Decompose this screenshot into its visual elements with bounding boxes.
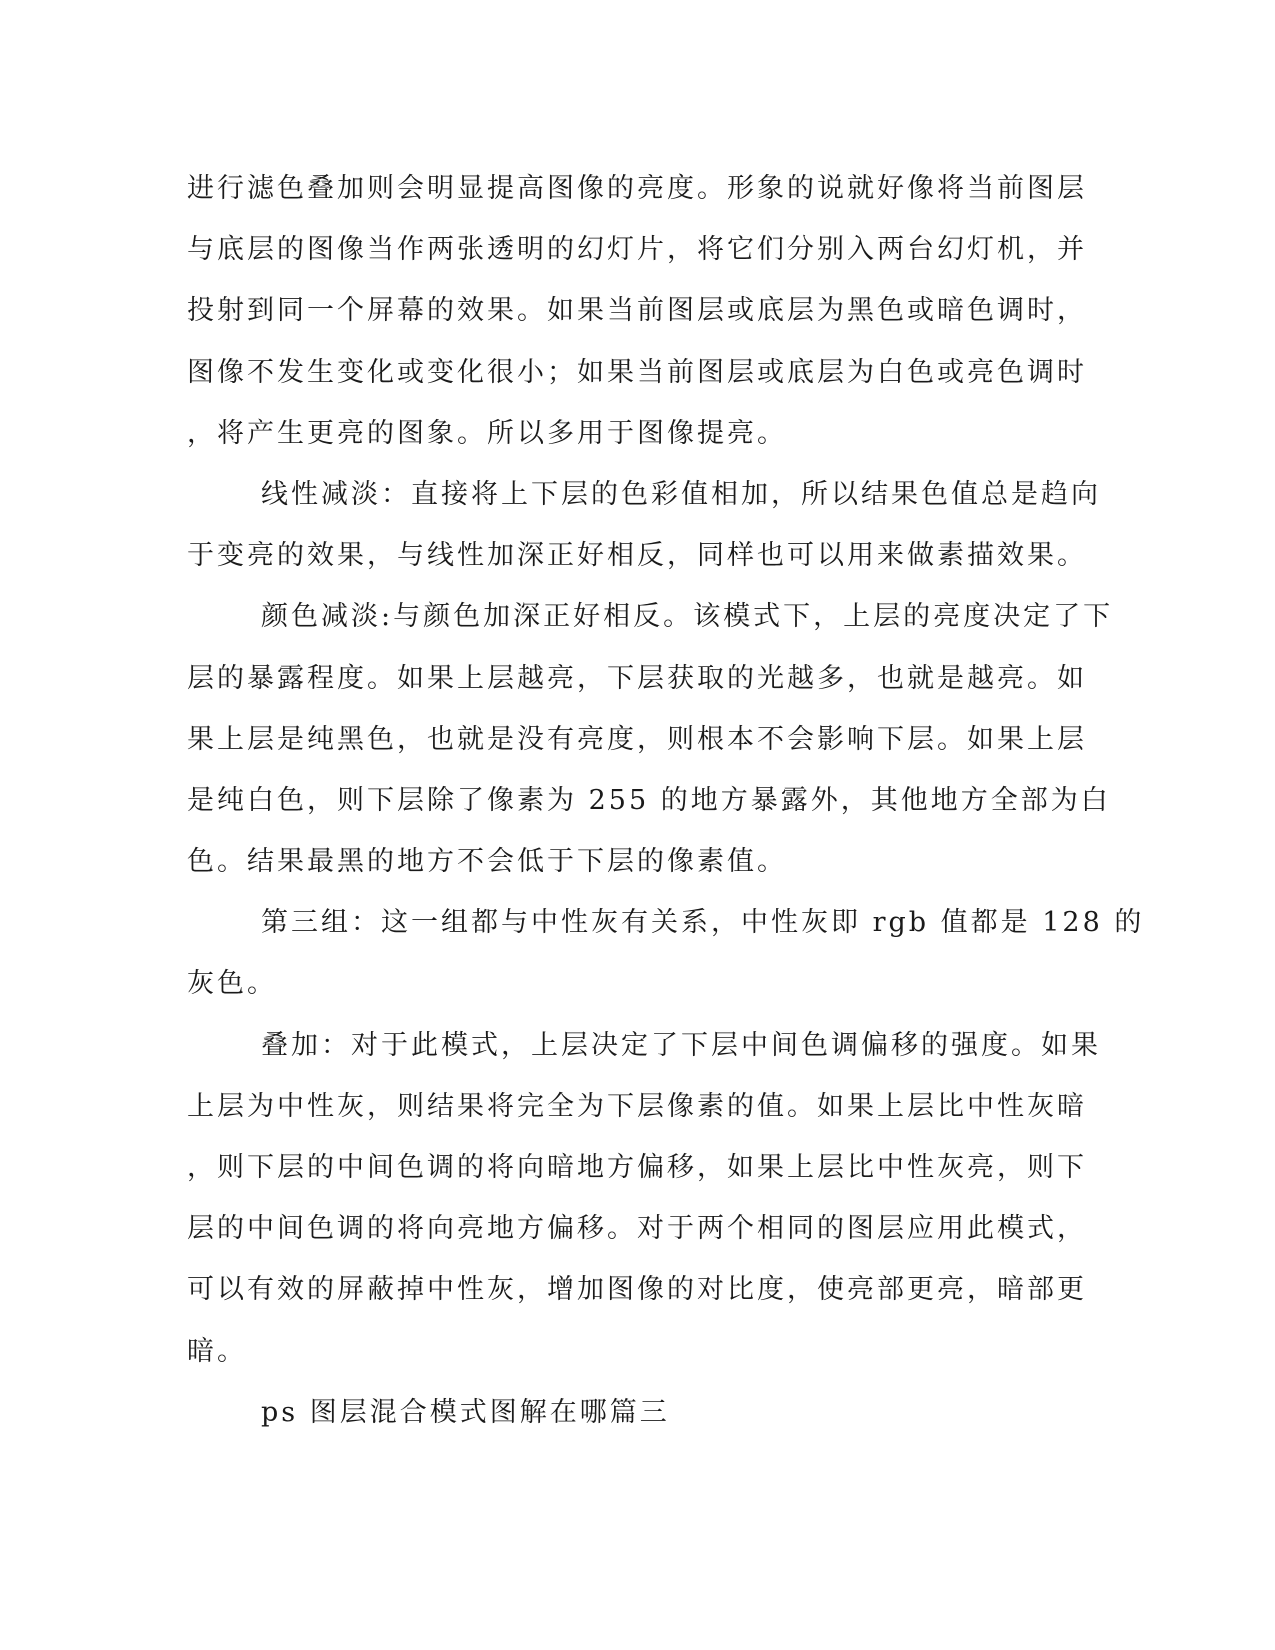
text-line: 投射到同一个屏幕的效果。如果当前图层或底层为黑色或暗色调时， (187, 295, 1087, 327)
paragraph-start-line: 颜色减淡:与颜色加深正好相反。该模式下，上层的亮度决定了下 (261, 601, 1114, 633)
text-line: 于变亮的效果，与线性加深正好相反，同样也可以用来做素描效果。 (187, 540, 1087, 572)
text-line: ，将产生更亮的图象。所以多用于图像提亮。 (187, 417, 787, 449)
text-line: 灰色。 (187, 968, 277, 1000)
text-line: 层的暴露程度。如果上层越亮，下层获取的光越多，也就是越亮。如 (187, 662, 1087, 694)
text-line: ，则下层的中间色调的将向暗地方偏移，如果上层比中性灰亮，则下 (187, 1152, 1087, 1183)
text-line: 果上层是纯黑色，也就是没有亮度，则根本不会影响下层。如果上层 (187, 723, 1087, 755)
text-line: 图像不发生变化或变化很小；如果当前图层或底层为白色或亮色调时 (187, 356, 1087, 388)
paragraph-start-line: 线性减淡：直接将上下层的色彩值相加，所以结果色值总是趋向 (261, 478, 1101, 510)
text-line: 可以有效的屏蔽掉中性灰，增加图像的对比度，使亮部更亮，暗部更 (187, 1274, 1087, 1306)
text-line: 上层为中性灰，则结果将完全为下层像素的值。如果上层比中性灰暗 (187, 1090, 1087, 1122)
text-line: 暗。 (187, 1335, 247, 1367)
text-line: 色。结果最黑的地方不会低于下层的像素值。 (187, 846, 787, 878)
paragraph-start-line: 第三组：这一组都与中性灰有关系，中性灰即 rgb 值都是 128 的 (261, 907, 1145, 939)
section-heading: ps 图层混合模式图解在哪篇三 (261, 1396, 670, 1428)
paragraph-start-line: 叠加：对于此模式，上层决定了下层中间色调偏移的强度。如果 (261, 1029, 1101, 1061)
text-line: 与底层的图像当作两张透明的幻灯片，将它们分别入两台幻灯机，并 (187, 234, 1087, 266)
text-line: 是纯白色，则下层除了像素为 255 的地方暴露外，其他地方全部为白 (187, 784, 1111, 816)
text-line: 层的中间色调的将向亮地方偏移。对于两个相同的图层应用此模式， (187, 1213, 1087, 1245)
document-body (187, 158, 1145, 1443)
text-line: 进行滤色叠加则会明显提高图像的亮度。形象的说就好像将当前图层 (187, 173, 1087, 204)
